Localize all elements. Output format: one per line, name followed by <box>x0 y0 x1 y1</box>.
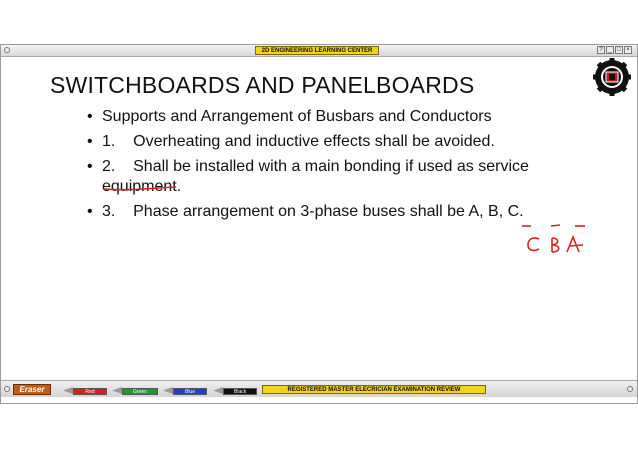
bullet-icon: • <box>87 108 93 125</box>
ink-letter-c <box>528 238 539 250</box>
window-title: 2D ENGINEERING LEARNING CENTER <box>255 46 379 55</box>
green-pen-button[interactable]: Green <box>122 388 158 395</box>
red-pen-button[interactable]: Red <box>73 388 107 395</box>
blue-pen-tip-icon <box>163 387 173 394</box>
bullet-item <box>87 132 607 152</box>
help-button[interactable]: ? <box>597 46 605 54</box>
blue-pen-button[interactable]: Blue <box>173 388 207 395</box>
footer-title: REGISTERED MASTER ELECRICIAN EXAMINATION REVIEW <box>262 385 486 394</box>
ink-letter-a <box>567 237 583 252</box>
bottom-toolbar <box>1 380 637 397</box>
eraser-button[interactable]: Eraser <box>13 384 51 395</box>
bullet-list <box>89 107 609 227</box>
bullet-text: Supports and Arrangement of Busbars and Conductors <box>102 108 492 125</box>
ink-letter-b <box>552 238 559 252</box>
red-pen-tip-icon <box>63 387 73 394</box>
minimize-button[interactable]: _ <box>606 46 614 54</box>
maximize-button[interactable]: □ <box>615 46 623 54</box>
bullet-text: 2. Shall be installed with a main bonding if used as service equipment. <box>102 158 529 195</box>
close-button[interactable]: × <box>624 46 632 54</box>
bullet-icon: • <box>87 203 93 220</box>
presentation-window <box>0 44 638 404</box>
bullet-item <box>87 202 607 222</box>
bullet-text: 3. Phase arrangement on 3-phase buses shall be A, B, C. <box>102 203 524 220</box>
toolbar-end-icon[interactable] <box>627 386 633 392</box>
bullet-icon: • <box>87 133 93 150</box>
black-pen-tip-icon <box>213 387 223 394</box>
black-pen-button[interactable]: Black <box>223 388 257 395</box>
bullet-item <box>87 157 607 197</box>
window-titlebar <box>1 45 637 57</box>
bullet-icon: • <box>87 158 93 175</box>
slide-title: SWITCHBOARDS AND PANELBOARDS <box>50 72 475 98</box>
gear-logo-icon <box>592 57 632 97</box>
bullet-text: 1. Overheating and inductive effects shall be avoided. <box>102 133 495 150</box>
bullet-item <box>87 107 607 127</box>
toolbar-menu-icon[interactable] <box>4 386 10 392</box>
window-menu-icon[interactable] <box>4 47 10 53</box>
green-pen-tip-icon <box>112 387 122 394</box>
